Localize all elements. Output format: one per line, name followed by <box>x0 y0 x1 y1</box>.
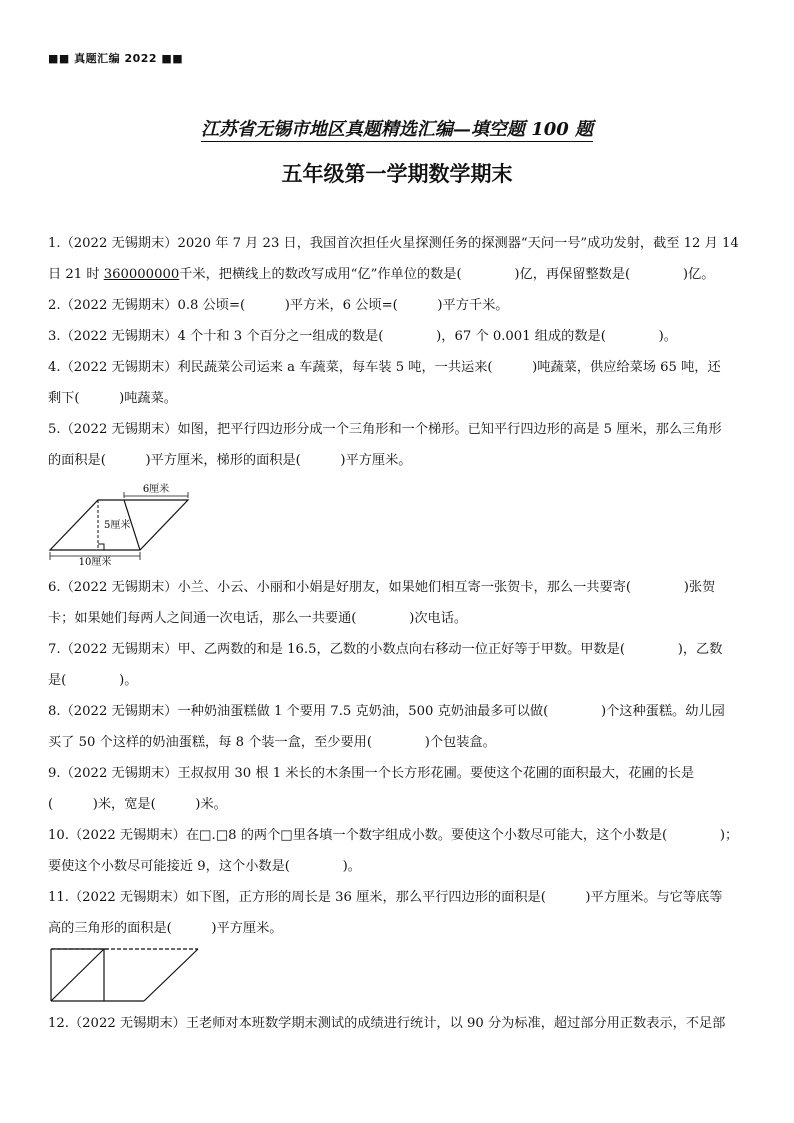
document-title-text: 江苏省无锡市地区真题精选汇编—填空题 100 题 <box>200 119 594 140</box>
question-5-line-2: 的面积是( )平方厘米，梯形的面积是( )平方厘米。 <box>48 453 412 468</box>
question-4-line-1: 4.（2022 无锡期末）利民蔬菜公司运来 a 车蔬菜，每车装 5 吨，一共运来( )吨蔬菜，供应给菜场 65 吨，还 <box>48 360 721 375</box>
question-1-prefix: 日 21 时 <box>48 267 104 282</box>
question-12-line-1: 12.（2022 无锡期末）王老师对本班数学期末测试的成绩进行统计，以 90 分为标准，超过部分用正数表示，不足部 <box>48 1016 726 1031</box>
question-1-suffix: 千米，把横线上的数改写成用“亿”作单位的数是( )亿，再保留整数是( )亿。 <box>179 267 715 282</box>
question-6-line-1: 6.（2022 无锡期末）小兰、小云、小丽和小娟是好朋友，如果她们相互寄一张贺卡，那么一共要寄( )张贺 <box>48 580 716 595</box>
document-subtitle: 五年级第一学期数学期末 <box>281 161 513 186</box>
question-1-line-1: 1.（2022 无锡期末）2020 年 7 月 23 日，我国首次担任火星探测任务的探测器“天问一号”成功发射，截至 12 月 14 <box>48 236 739 251</box>
top-length-label: 6厘米 <box>142 484 170 495</box>
question-9-line-1: 9.（2022 无锡期末）王叔叔用 30 根 1 米长的木条围一个长方形花圃。要使这个花圃的面积最大，花圃的长是 <box>48 766 695 781</box>
question-10-line-1: 10.（2022 无锡期末）在□.□8 的两个□里各填一个数字组成小数。要使这个小数尽可能大，这个小数是( )； <box>48 828 739 843</box>
header-tag: ■■ 真题汇编 2022 ■■ <box>48 52 184 65</box>
question-8-line-1: 8.（2022 无锡期末）一种奶油蛋糕做 1 个要用 7.5 克奶油，500 克奶油最多可以做( )个这种蛋糕。幼儿园 <box>48 704 725 719</box>
question-3: 3.（2022 无锡期末）4 个十和 3 个百分之一组成的数是( )，67 个 0.001 组成的数是( )。 <box>48 329 677 344</box>
question-9-line-2: ( )米，宽是( )米。 <box>48 797 227 812</box>
bottom-length-label: 10厘米 <box>78 557 112 566</box>
question-4-line-2: 剩下( )吨蔬菜。 <box>48 391 177 406</box>
height-label: 5厘米 <box>104 520 131 531</box>
question-11-line-1: 11.（2022 无锡期末）如下图，正方形的周长是 36 厘米，那么平行四边形的面积是( )平方厘米。与它等底等 <box>48 890 723 905</box>
underlined-number: 360000000 <box>103 267 180 282</box>
question-6-line-2: 卡；如果她们每两人之间通一次电话，那么一共要通( )次电话。 <box>48 611 468 626</box>
question-2: 2.（2022 无锡期末）0.8 公顷=( )平方米，6 公顷=( )平方千米。 <box>48 298 509 313</box>
question-10-line-2: 要使这个小数尽可能接近 9，这个小数是( )。 <box>48 859 361 874</box>
question-8-line-2: 买了 50 个这样的奶油蛋糕，每 8 个装一盒，至少要用( )个包装盒。 <box>48 735 496 750</box>
parallelogram-figure <box>48 482 198 566</box>
square-parallelogram-figure <box>48 946 200 1004</box>
question-11-line-2: 高的三角形的面积是( )平方厘米。 <box>48 921 283 936</box>
question-1-line-2 <box>48 259 748 290</box>
question-7-line-2: 是( )。 <box>48 673 138 688</box>
question-5-line-1: 5.（2022 无锡期末）如图，把平行四边形分成一个三角形和一个梯形。已知平行四边形的高是 5 厘米，那么三角形 <box>48 422 722 437</box>
document-title <box>0 115 794 141</box>
question-list <box>48 228 748 1039</box>
question-7-line-1: 7.（2022 无锡期末）甲、乙两数的和是 16.5，乙数的小数点向右移动一位正好等于甲数。甲数是( )，乙数 <box>48 642 723 657</box>
